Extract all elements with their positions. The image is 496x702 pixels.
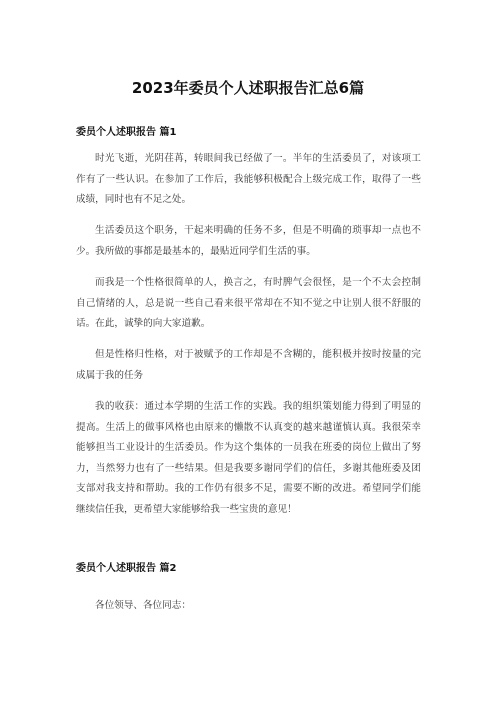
- paragraph-2: 生活委员这个职务，干起来明确的任务不多，但是不明确的琐事却一点也不少。我所做的事都是最基本的，最贴近同学们生活的事。: [76, 225, 421, 257]
- paragraph-5: 我的收获：通过本学期的生活工作的实践。我的组织策划能力得到了明显的提高。生活上的做事风格也由原来的懒散不认真变的越来越谨慎认真。我很荣幸能够担当工业设计的生活委员。作为这个集体的一员我在班委的岗位上做出了努力，当然努力也有了一些结果。但是我要多谢同学们的信任，多谢其他班委及团支部对我支持和帮助。我的工作仍有很多不足，需要不断的改进。希望同学们能继续信任我，更希望大家能够给我一些宝贵的意见！: [76, 401, 421, 515]
- paragraph-4: 但是性格归性格，对于被赋予的工作却是不含糊的，能积极并按时按量的完成属于我的任务: [76, 349, 421, 381]
- paragraph-1: 时光飞逝，光阴荏苒，转眼间我已经做了一。半年的生活委员了，对该项工作有了一些认识。在参加了工作后，我能够积极配合上级完成工作，取得了一些成绩，同时也有不足之处。: [76, 153, 421, 205]
- document-title: 2023年委员个人述职报告汇总6篇: [131, 79, 365, 97]
- paragraph-6: 各位领导、各位同志：: [95, 600, 191, 611]
- paragraph-3: 而我是一个性格很简单的人，换言之，有时脾气会很怪，是一个不太会控制自己情绪的人，总是说一些自己看来很平常却在不知不觉之中让别人很不舒服的话。在此，诚挚的向大家道歉。: [76, 277, 421, 329]
- section-heading-2: 委员个人述职报告 篇2: [76, 563, 177, 574]
- section-heading-1: 委员个人述职报告 篇1: [76, 127, 177, 138]
